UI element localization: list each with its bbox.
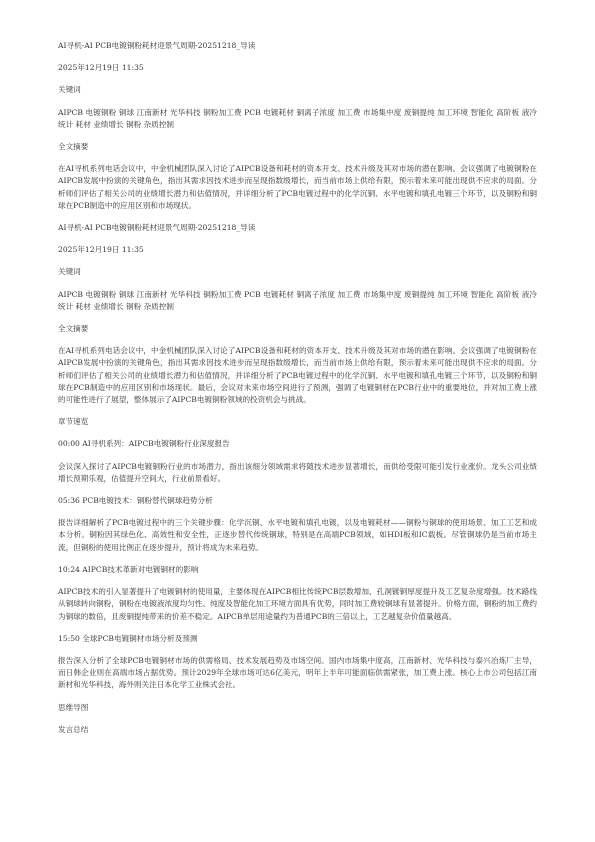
chapters-heading: 章节速览 — [58, 417, 89, 427]
doc-title-repeat: AI寻机-AI PCB电镀铜粉耗材迎景气周期-20251218_导读 — [58, 223, 256, 233]
chapter-heading: 15:50 全球PCB电镀铜材市场分析及预测 — [58, 633, 198, 643]
mindmap-heading: 思维导图 — [58, 702, 89, 712]
chapter-body: 报告详细解析了PCB电镀过程中的三个关键步骤：化学沉铜、水平电镀和填孔电镀，以及电镀耗材——铜粉与铜球的使用场景、加工工艺和成本分析。铜粉因其绿色化、高效性和安全性，正逐步替代传统铜球，特别是在高端PCB领域，如HDI板和IC载板。尽管铜球仍是当前市场主流，但铜粉的使用比例正在逐步提升，预计将成为未来趋势。 — [58, 518, 537, 552]
summary-heading: 全文摘要 — [58, 142, 89, 152]
keywords-list-repeat: AIPCB 电镀铜粉 铜球 江南新材 光华科技 铜粉加工费 PCB 电镀耗材 铜离子浓度 加工费 市场集中度 废铜提纯 加工环境 智能化 高阶板 液冷统计 耗材 业绩增长 铜粉 杂质控制 — [58, 289, 537, 311]
doc-datetime-repeat: 2025年12月19日 11:35 — [58, 245, 144, 255]
chapter-body: AIPCB技术的引入显著提升了电镀铜材的使用量，主要体现在AIPCB相比传统PCB层数增加、孔洞镀铜厚度提升及工艺复杂度增强。技术路线从铜球转向铜粉，铜粉在电镀液浓度均匀性、纯度及智能化加工环境方面具有优势，同时加工费较铜球有显著提升。价格方面，铜粉的加工费约为铜球的数倍，且废铜提纯带来的价差不稳定。AIPCB单层用途量约为普通PCB的三倍以上，工艺越复杂价值量越高。 — [58, 587, 537, 621]
chapter-heading: 00:00 AI寻机系列：AIPCB电镀铜粉行业深度报告 — [58, 439, 230, 449]
chapter-heading: 10:24 AIPCB技术革新对电镀铜材的影响 — [58, 564, 199, 574]
doc-datetime: 2025年12月19日 11:35 — [58, 63, 144, 73]
keywords-heading-repeat: 关键词 — [58, 267, 81, 277]
summary-text: 在AI寻机系列电话会议中，中金机械团队深入讨论了AIPCB设备和耗材的资本开支、技术升级及其对市场的潜在影响。会议强调了电镀铜粉在AIPCB发展中扮演的关键角色，指出其需求因技术进步而呈现指数级增长，而当前市场上供给有限，预示着未来可能出现供不应求的局面。分析师们评估了相关公司的业绩增长潜力和估值情况，并详细分析了PCB电镀过程中的化学沉铜、水平电镀和填孔电镀三个环节，以及铜粉和铜球在PCB制造中的应用区别和市场现状。 — [58, 164, 537, 210]
chapter-body: 报告深入分析了全球PCB电镀铜材市场的供需格局、技术发展趋势及市场空间。国内市场集中度高，江南新材、光华科技与泰兴冶炼厂主导，而日韩企业则在高端市场占据优势。预计2029年全球市场可达6亿美元，明年上半年可能面临供需紧张，加工费上涨。核心上市公司包括江南新材和光华科技，海外则关注日本化学工业株式会社。 — [58, 655, 537, 690]
chapter-heading: 05:36 PCB电镀技术：铜粉替代铜球趋势分析 — [58, 496, 213, 506]
keywords-heading: 关键词 — [58, 85, 81, 95]
keywords-list: AIPCB 电镀铜粉 铜球 江南新材 光华科技 铜粉加工费 PCB 电镀耗材 铜离子浓度 加工费 市场集中度 废铜提纯 加工环境 智能化 高阶板 液冷统计 耗材 业绩增长 铜粉 杂质控制 — [58, 107, 537, 129]
speakers-heading: 发言总结 — [58, 724, 89, 734]
summary-heading-repeat: 全文摘要 — [58, 324, 89, 334]
chapter-body: 会议深入探讨了AIPCB电镀铜粉行业的市场潜力，指出该细分领域需求将随技术进步显著增长，而供给受限可能引发行业涨价。龙头公司业绩增长预期乐观，估值提升空间大，行业前景看好。 — [58, 461, 537, 483]
doc-title: AI寻机-AI PCB电镀铜粉耗材迎景气周期-20251218_导读 — [58, 41, 256, 50]
summary-text-full: 在AI寻机系列电话会议中，中金机械团队深入讨论了AIPCB设备和耗材的资本开支、技术升级及其对市场的潜在影响。会议强调了电镀铜粉在AIPCB发展中扮演的关键角色，指出其需求因技术进步而呈现指数级增长，而当前市场上供给有限，预示着未来可能出现供不应求的局面。分析师们评估了相关公司的业绩增长潜力和估值情况，并详细分析了PCB电镀过程中的化学沉铜、水平电镀和填孔电镀三个环节，以及铜粉和铜球在PCB制造中的应用区别和市场现状。最后，会议对未来市场空间进行了预测，强调了电镀铜材在PCB行业中的重要地位，并对加工费上涨的可能性进行了展望，整体展示了AIPCB电镀铜粉领域的投资机会与挑战。 — [58, 346, 537, 405]
